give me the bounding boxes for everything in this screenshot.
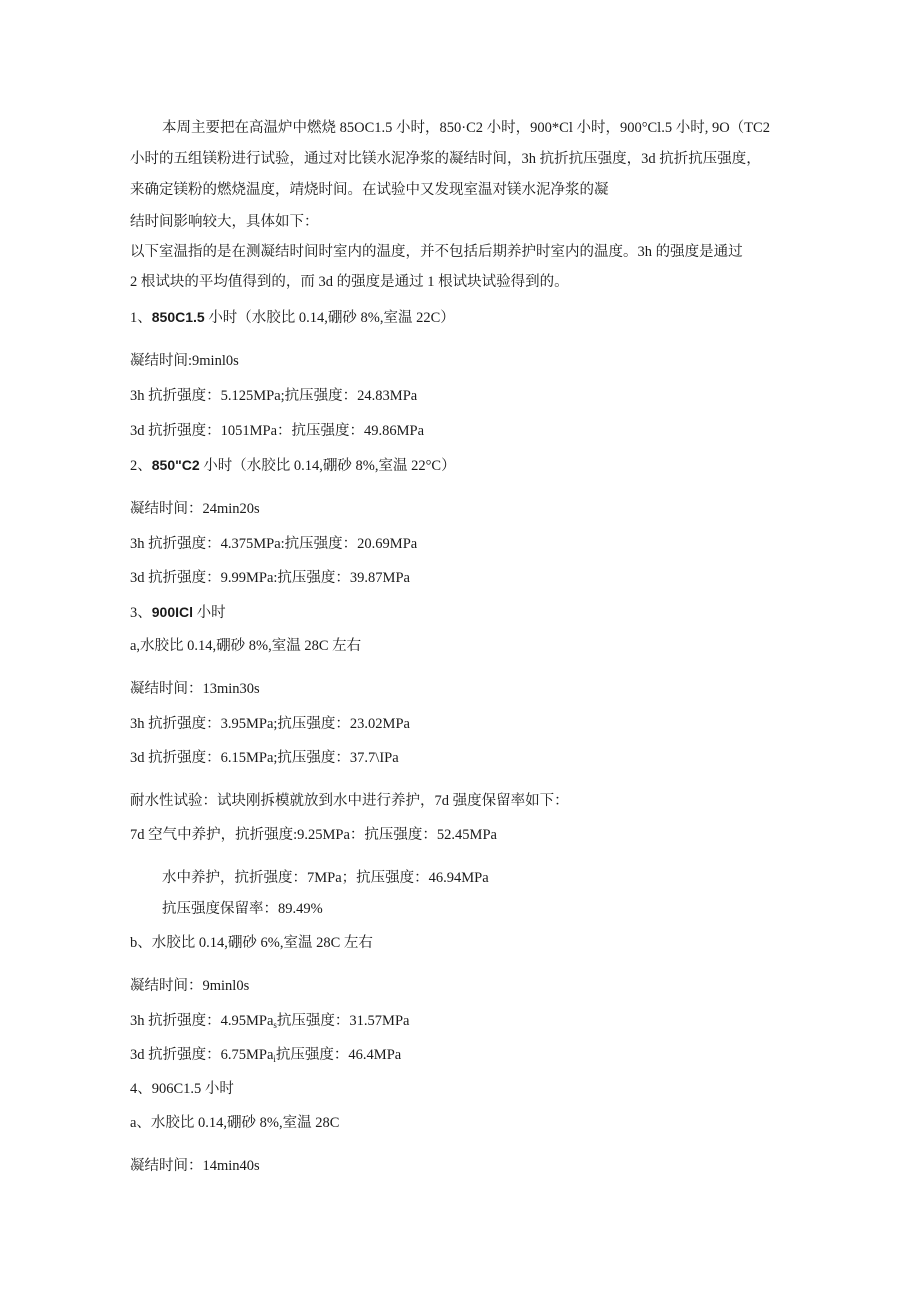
intro-line-6: 2 根试块的平均值得到的，而 3d 的强度是通过 1 根试块试验得到的。 xyxy=(130,274,569,290)
section-2-temp: 850"C2 xyxy=(151,457,200,473)
section-3b-3h-subscript: s xyxy=(273,1020,277,1030)
intro-line-4: 结时间影响较大，具体如下： xyxy=(130,214,319,230)
section-3b-conditions: b、水胶比 0.14,硼砂 6%,室温 28C 左右 xyxy=(130,935,373,951)
section-3a-3h-strength: 3h 抗折强度：3.95MPa;抗压强度：23.02MPa xyxy=(130,716,410,732)
section-2-number: 2、 xyxy=(130,458,152,474)
intro-line-1: 本周主要把在高温炉中燃烧 85OC1.5 小时，850·C2 小时，900*Cl 小时，900°Cl.5 小时, 9O（TC2 xyxy=(162,120,770,136)
section-2-3d-strength: 3d 抗折强度：9.99MPa:抗压强度：39.87MPa xyxy=(130,570,410,586)
section-2-title: 小时（水胶比 0.14,硼砂 8%,室温 22°C） xyxy=(199,458,456,474)
section-3b-3h-compressive: 抗压强度：31.57MPa xyxy=(276,1013,410,1029)
water-cure-7d: 水中养护，抗折强度：7MPa；抗压强度：46.94MPa xyxy=(162,870,489,886)
section-1-number: 1、 xyxy=(130,310,152,326)
intro-line-3: 来确定镁粉的燃烧温度，靖烧时间。在试验中又发现室温对镁水泥净浆的凝 xyxy=(130,182,609,198)
section-3b-3h-flexural: 3h 抗折强度：4.95MPa xyxy=(130,1013,274,1029)
section-1-temp: 850C1.5 xyxy=(151,309,205,325)
section-3a-conditions: a,水胶比 0.14,硼砂 8%,室温 28C 左右 xyxy=(130,638,362,654)
air-cure-7d: 7d 空气中养护，抗折强度:9.25MPa：抗压强度：52.45MPa xyxy=(130,827,497,843)
section-3b-3d-subscript: i xyxy=(273,1054,276,1064)
section-3-title: 小时 xyxy=(193,605,226,621)
intro-line-2: 小时的五组镁粉进行试验，通过对比镁水泥净浆的凝结时间，3h 抗折抗压强度，3d 抗折抗压强度， xyxy=(130,151,761,167)
section-1-3d-strength: 3d 抗折强度：1051MPa：抗压强度：49.86MPa xyxy=(130,423,425,439)
section-3-temp: 900ICl xyxy=(151,604,193,620)
section-1-set-time: 凝结时间:9minl0s xyxy=(130,353,239,369)
water-resistance-test: 耐水性试验：试块刚拆模就放到水中进行养护，7d 强度保留率如下： xyxy=(130,793,569,809)
section-3b-3h-strength xyxy=(130,1011,409,1031)
section-1-title: 小时（水胶比 0.14,硼砂 8%,室温 22C） xyxy=(204,310,455,326)
section-2-heading xyxy=(130,455,456,476)
section-2-3h-strength: 3h 抗折强度：4.375MPa:抗压强度：20.69MPa xyxy=(130,536,418,552)
section-3a-3d-strength: 3d 抗折强度：6.15MPa;抗压强度：37.7\IPa xyxy=(130,750,399,766)
section-2-set-time: 凝结时间：24min20s xyxy=(130,501,260,517)
strength-retention: 抗压强度保留率：89.49% xyxy=(162,901,323,917)
section-4-conditions: a、水胶比 0.14,硼砂 8%,室温 28C xyxy=(130,1115,340,1131)
section-3a-set-time: 凝结时间：13min30s xyxy=(130,681,260,697)
section-3-number: 3、 xyxy=(130,605,152,621)
section-4-set-time: 凝结时间：14min40s xyxy=(130,1158,260,1174)
intro-line-5: 以下室温指的是在测凝结时间时室内的温度，并不包括后期养护时室内的温度。3h 的强度是通过 xyxy=(130,244,743,260)
section-1-3h-strength: 3h 抗折强度：5.125MPa;抗压强度：24.83MPa xyxy=(130,388,418,404)
section-3-heading xyxy=(130,602,226,623)
section-1-heading xyxy=(130,307,455,328)
section-4-heading: 4、906C1.5 小时 xyxy=(130,1081,234,1097)
section-3b-3d-strength xyxy=(130,1045,401,1065)
section-3b-3d-compressive: 抗压强度：46.4MPa xyxy=(275,1047,402,1063)
section-3b-set-time: 凝结时间：9minl0s xyxy=(130,978,250,994)
section-3b-3d-flexural: 3d 抗折强度：6.75MPa xyxy=(130,1047,274,1063)
